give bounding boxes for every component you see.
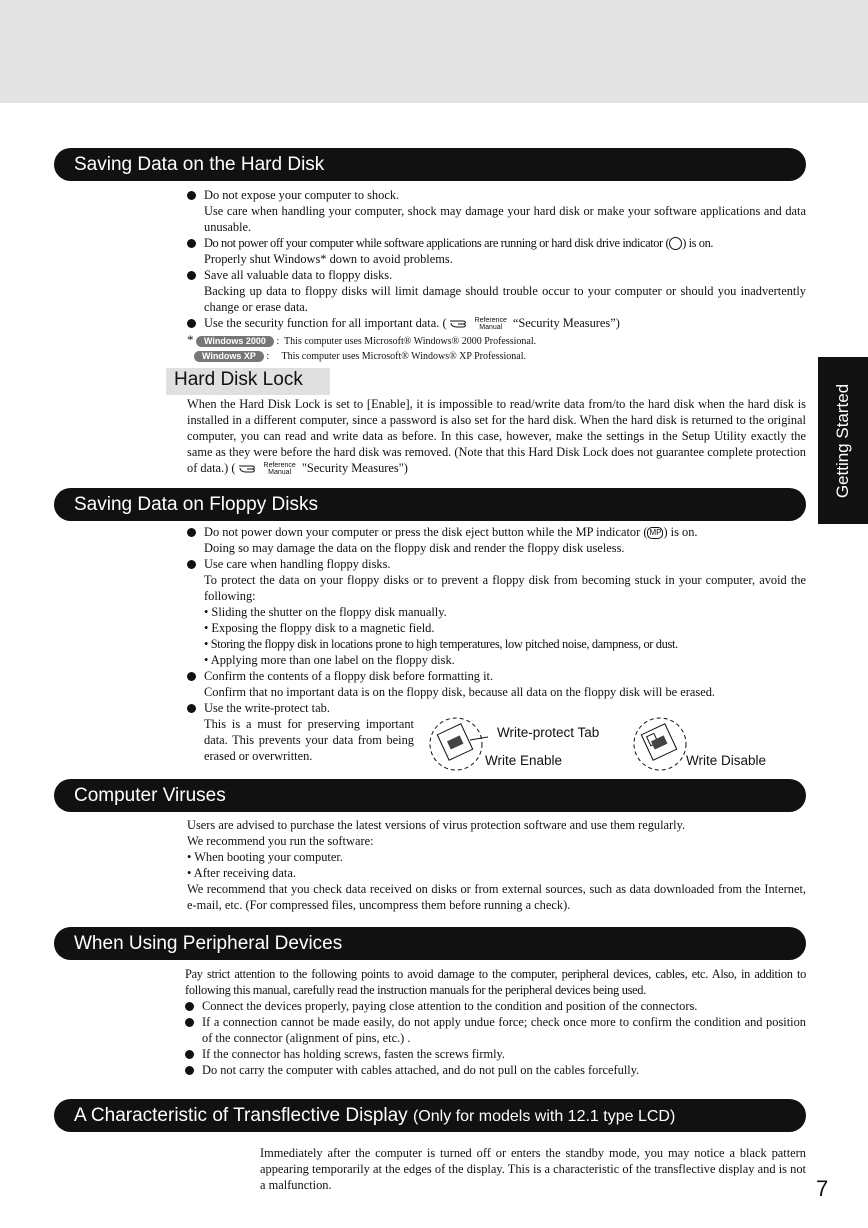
transflective-body: Immediately after the computer is turned off or enters the standby mode, you may notice a black pattern appearing temporarily at the edges of the display. This is a characteristic of the transflective display and is not a malfunction. <box>260 1146 806 1192</box>
bullet-icon <box>187 672 196 681</box>
hard-disk-indicator-icon <box>669 237 682 250</box>
peripheral-body: Pay strict attention to the following points to avoid damage to the computer, peripheral devices, cables, etc. Also, in addition to following this manual, carefully read the instruction manuals for the peripheral devices being used. Connect the devices properly, paying close attention to the condition and position of the connectors. If a connection cannot be made easily, do not apply undue force; check once more to confirm the condition and position of the connector (alignment of pins, etc.) . If the connector has holding screws, fasten the screws firmly. Do not carry the computer with cables attached, and do not pull on the cables forcefully. <box>185 967 806 1077</box>
bullet-icon <box>187 191 196 200</box>
section-heading-transflective: A Characteristic of Transflective Display (Only for models with 12.1 type LCD) <box>54 1099 806 1132</box>
os-note-row: * Windows 2000 : This computer uses Microsoft® Windows® 2000 Professional. <box>187 332 537 347</box>
reference-manual-icon: Reference Manual <box>474 317 507 332</box>
os-note-row: Windows XP : This computer uses Microsoft® Windows® XP Professional. <box>187 349 687 364</box>
list-item: Use care when handling floppy disks. To protect the data on your floppy disks or to prevent a floppy disk from becoming stuck in your computer, avoid the following: • Sliding the shutter on the floppy disk manually. • Exposing the floppy disk to a magnetic field. • Storing the floppy disk in locations prone to high temperatures, low pitched noise, dampness, or dust. • Applying more than one label on the floppy disk. <box>187 556 806 668</box>
list-item: Confirm the contents of a floppy disk before formatting it. Confirm that no important data is on the floppy disk, because all data on the floppy disk will be erased. <box>187 668 806 700</box>
bullet-icon <box>187 319 196 328</box>
floppy-write-disable-diagram <box>632 716 692 772</box>
section-heading-floppy: Saving Data on Floppy Disks <box>54 488 806 521</box>
section-heading-hard-disk: Saving Data on the Hard Disk <box>54 148 806 181</box>
bullet-icon <box>187 560 196 569</box>
floppy-write-enable-diagram <box>428 716 488 772</box>
bullet-icon <box>185 1018 194 1027</box>
list-item: Do not carry the computer with cables attached, and do not pull on the cables forcefully. <box>185 1062 806 1078</box>
page-number: 7 <box>816 1176 829 1201</box>
hard-disk-lock-body: When the Hard Disk Lock is set to [Enable], it is impossible to read/write data from/to the hard disk when the hard disk is installed in a different computer, since a password is also set for the hard disk. When the hard disk is returned to the original computer, you can read and write data as before. In this case, however, make the settings in the Setup Utility exactly the same as they were before the hard disk was removed. (Note that this Hard Disk Lock does not guarantee complete protection of data.) ( Reference Manual "Security Measures") <box>187 397 806 477</box>
list-item: Do not power off your computer while software applications are running or hard disk drive indicator ( ) is on. Properly shut Windows* down to avoid problems. <box>187 235 806 267</box>
os-notes <box>187 332 687 364</box>
section-heading-viruses: Computer Viruses <box>54 779 806 812</box>
hard-disk-lock-heading: Hard Disk Lock <box>166 368 330 395</box>
list-item: Use the security function for all important data. ( Reference Manual “Security Measures”) <box>187 315 806 331</box>
list-item: Connect the devices properly, paying close attention to the condition and position of the connectors. <box>185 998 806 1014</box>
windows-2000-badge: Windows 2000 <box>196 336 274 347</box>
bullet-icon <box>187 704 196 713</box>
list-item: If the connector has holding screws, fasten the screws firmly. <box>185 1046 806 1062</box>
list-item: If a connection cannot be made easily, do not apply undue force; check once more to confirm the condition and position of the connector (alignment of pins, etc.) . <box>185 1014 806 1046</box>
pointing-hand-icon <box>238 462 262 476</box>
list-item: Do not power down your computer or press the disk eject button while the MP indicator ( MP ) is on. Doing so may damage the data on the floppy disk and render the floppy disk useless. <box>187 524 806 556</box>
bullet-icon <box>187 528 196 537</box>
bullet-icon <box>185 1066 194 1075</box>
bullet-icon <box>187 271 196 280</box>
section-heading-peripheral: When Using Peripheral Devices <box>54 927 806 960</box>
bullet-icon <box>187 239 196 248</box>
list-item: Save all valuable data to floppy disks. Backing up data to floppy disks will limit damage should trouble occur to your computer or should you inadvertently change or erase data. <box>187 267 806 315</box>
windows-xp-badge: Windows XP <box>194 351 264 362</box>
viruses-body: Users are advised to purchase the latest versions of virus protection software and use them regularly. We recommend you run the software: • When booting your computer. • After receiving data. We recommend that you check data received on disks or from external sources, such as data downloaded from the Internet, e-mail, etc. (For compressed files, uncompress them before running a check). <box>187 818 806 912</box>
list-item: Use the write-protect tab. This is a must for preserving important data. This prevents your data from being erased or overwritten. <box>187 700 806 764</box>
pointing-hand-icon <box>449 317 473 331</box>
side-tab <box>818 357 868 524</box>
write-disable-label: Write Disable <box>686 753 767 768</box>
bullet-icon <box>185 1050 194 1059</box>
write-protect-tab-label: Write-protect Tab <box>497 725 600 740</box>
write-enable-label: Write Enable <box>485 753 563 768</box>
bullet-icon <box>185 1002 194 1011</box>
hard-disk-list <box>187 187 806 331</box>
mp-indicator-icon: MP <box>649 528 662 538</box>
list-item: Do not expose your computer to shock. Use care when handling your computer, shock may damage your hard disk or make your software applications and data unusable. <box>187 187 806 235</box>
header-band <box>0 0 868 103</box>
reference-manual-icon: Reference Manual <box>263 462 296 477</box>
side-tab-label: Getting Started <box>833 383 852 498</box>
